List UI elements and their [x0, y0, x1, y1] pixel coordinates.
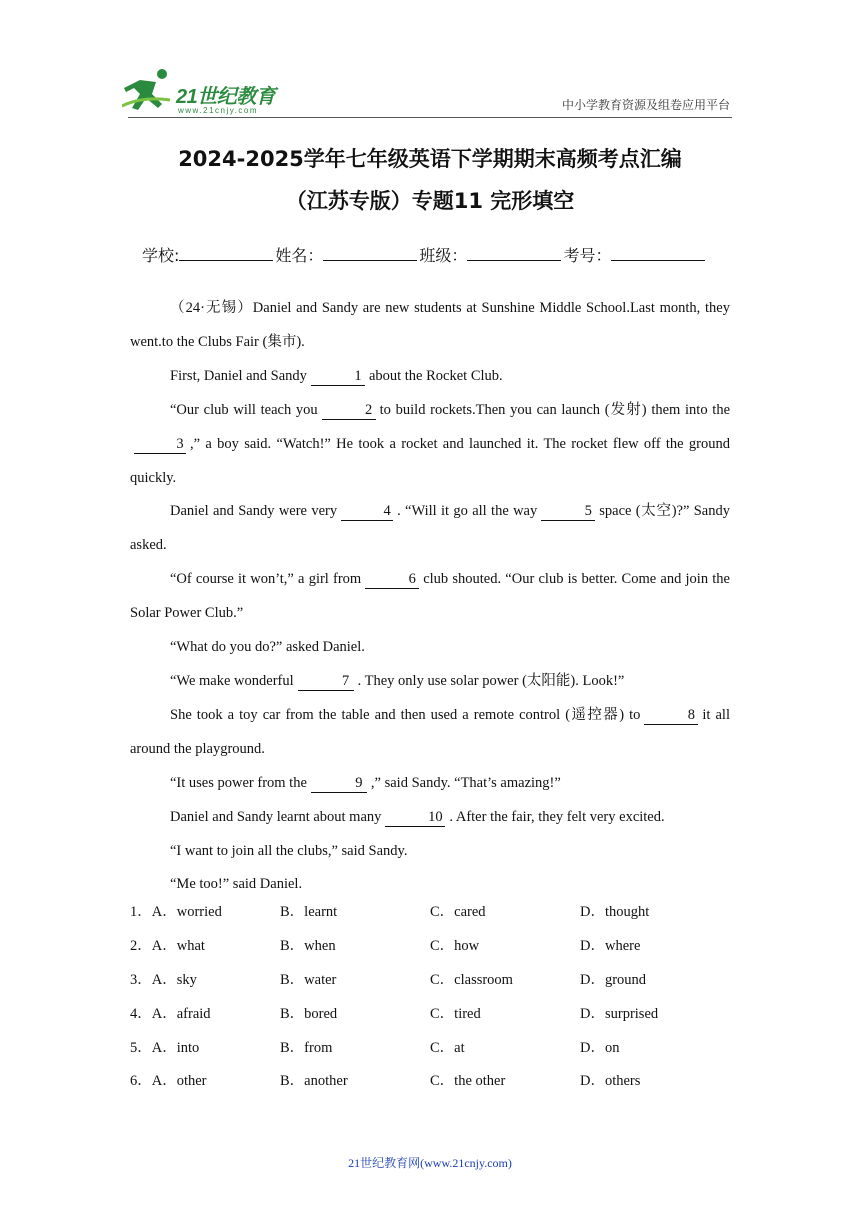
passage-paragraph	[130, 835, 730, 869]
paragraph-text: “Me too!” said Daniel.	[170, 876, 303, 893]
option-a[interactable]: 1．A．worried	[130, 904, 222, 920]
document-subtitle: （江苏专版）专题11 完形填空	[285, 189, 575, 213]
paragraph-text: “It uses power from the	[170, 774, 307, 791]
blank-7: 7	[298, 673, 354, 691]
option-b[interactable]: B．another	[280, 1073, 348, 1090]
paragraph-text: it all around the playground.	[130, 706, 730, 757]
running-figure-icon	[122, 66, 178, 114]
blank-9: 9	[311, 775, 367, 793]
blank-2: 2	[322, 402, 376, 420]
class-label: 班级：	[419, 246, 468, 265]
blank-6: 6	[365, 571, 419, 589]
option-c[interactable]: C．classroom	[430, 971, 513, 988]
option-d[interactable]: D．thought	[580, 904, 650, 920]
paragraph-text: Daniel and Sandy were very	[170, 503, 338, 520]
option-d[interactable]: D．ground	[580, 971, 647, 988]
blank-1: 1	[311, 368, 365, 386]
passage-paragraph	[130, 699, 730, 767]
blank-3: 3	[134, 436, 186, 454]
header-divider	[128, 117, 732, 118]
paragraph-text: “We make wonderful	[170, 672, 294, 689]
paragraph-text: “Of course it won’t,” a girl from	[170, 571, 362, 588]
passage-paragraph	[130, 767, 730, 801]
paragraph-text: Daniel and Sandy learnt about many	[170, 808, 382, 825]
option-c[interactable]: C．tired	[430, 1005, 481, 1022]
paragraph-text: “What do you do?” asked Daniel.	[170, 639, 365, 656]
option-a[interactable]: 5．A．into	[130, 1039, 200, 1056]
option-a[interactable]: 2．A．what	[130, 937, 205, 954]
option-d[interactable]: D．where	[580, 937, 641, 954]
option-b[interactable]: B．water	[280, 971, 337, 988]
option-c[interactable]: C．how	[430, 937, 480, 954]
option-b[interactable]: B．bored	[280, 1005, 338, 1022]
option-c[interactable]: C．the other	[430, 1073, 506, 1090]
passage-paragraph	[130, 495, 730, 563]
name-field[interactable]	[323, 246, 417, 261]
option-a[interactable]: 4．A．afraid	[130, 1005, 211, 1022]
logo-url: www.21cnjy.com	[178, 106, 258, 115]
passage-paragraph	[130, 631, 730, 665]
page-header	[0, 0, 860, 120]
option-d[interactable]: D．surprised	[580, 1005, 659, 1022]
option-c[interactable]: C．at	[430, 1039, 465, 1056]
paragraph-text: to build rockets.Then you can launch (发射) them into the	[379, 401, 731, 418]
student-info-line	[142, 243, 707, 266]
number-label: 考号：	[563, 246, 612, 265]
passage-paragraph	[130, 665, 730, 699]
number-field[interactable]	[611, 246, 705, 261]
passage-paragraph	[130, 563, 730, 631]
blank-4: 4	[341, 503, 393, 521]
school-field[interactable]	[179, 246, 273, 261]
option-c[interactable]: C．cared	[430, 904, 486, 920]
passage-paragraph	[130, 360, 730, 394]
paragraph-text: club shouted. “Our club is better. Come and join the Solar Power Club.”	[130, 571, 730, 622]
paragraph-text: space (太空)?” Sandy asked.	[130, 503, 730, 554]
paragraph-text: . “Will it go all the way	[397, 503, 538, 520]
paragraph-text: （24·无锡）Daniel and Sandy are new students at Sunshine Middle School.Last month, they went.to the Clubs Fair (集市).	[130, 300, 730, 350]
logo-text: 21世纪教育	[176, 86, 276, 108]
passage-paragraph	[130, 394, 730, 496]
option-a[interactable]: 3．A．sky	[130, 971, 197, 988]
footer-link[interactable]: 21世纪教育网(www.21cnjy.com)	[348, 1156, 512, 1170]
option-b[interactable]: B．from	[280, 1039, 333, 1056]
site-logo[interactable]	[122, 66, 292, 118]
option-d[interactable]: D．on	[580, 1039, 620, 1056]
cloze-passage	[130, 292, 730, 902]
option-b[interactable]: B．learnt	[280, 904, 338, 920]
class-field[interactable]	[467, 246, 561, 261]
paragraph-text: First, Daniel and Sandy	[170, 367, 307, 384]
name-label: 姓名：	[275, 246, 324, 265]
option-a[interactable]: 6．A．other	[130, 1073, 207, 1090]
option-b[interactable]: B．when	[280, 937, 336, 954]
paragraph-text: ,” a boy said. “Watch!” He took a rocket and launched it. The rocket flew off the ground quickly.	[130, 435, 730, 486]
option-d[interactable]: D．others	[580, 1073, 641, 1090]
paragraph-text: . They only use solar power (太阳能). Look!”	[357, 672, 625, 689]
passage-paragraph	[130, 292, 730, 360]
header-tagline: 中小学教育资源及组卷应用平台	[561, 98, 730, 112]
blank-5: 5	[541, 503, 595, 521]
blank-10: 10	[385, 809, 445, 827]
paragraph-text: about the Rocket Club.	[368, 367, 503, 384]
paragraph-text: ,” said Sandy. “That’s amazing!”	[370, 774, 561, 791]
school-label: 学校:	[142, 246, 180, 265]
paragraph-text: She took a toy car from the table and then used a remote control (遥控器) to	[170, 706, 641, 723]
blank-8: 8	[644, 707, 698, 725]
passage-paragraph	[130, 801, 730, 835]
paragraph-text: “I want to join all the clubs,” said Sandy.	[170, 842, 408, 859]
document-title: 2024-2025学年七年级英语下学期期末高频考点汇编	[178, 147, 682, 171]
paragraph-text: “Our club will teach you	[170, 401, 318, 418]
paragraph-text: . After the fair, they felt very excited.	[449, 808, 665, 825]
